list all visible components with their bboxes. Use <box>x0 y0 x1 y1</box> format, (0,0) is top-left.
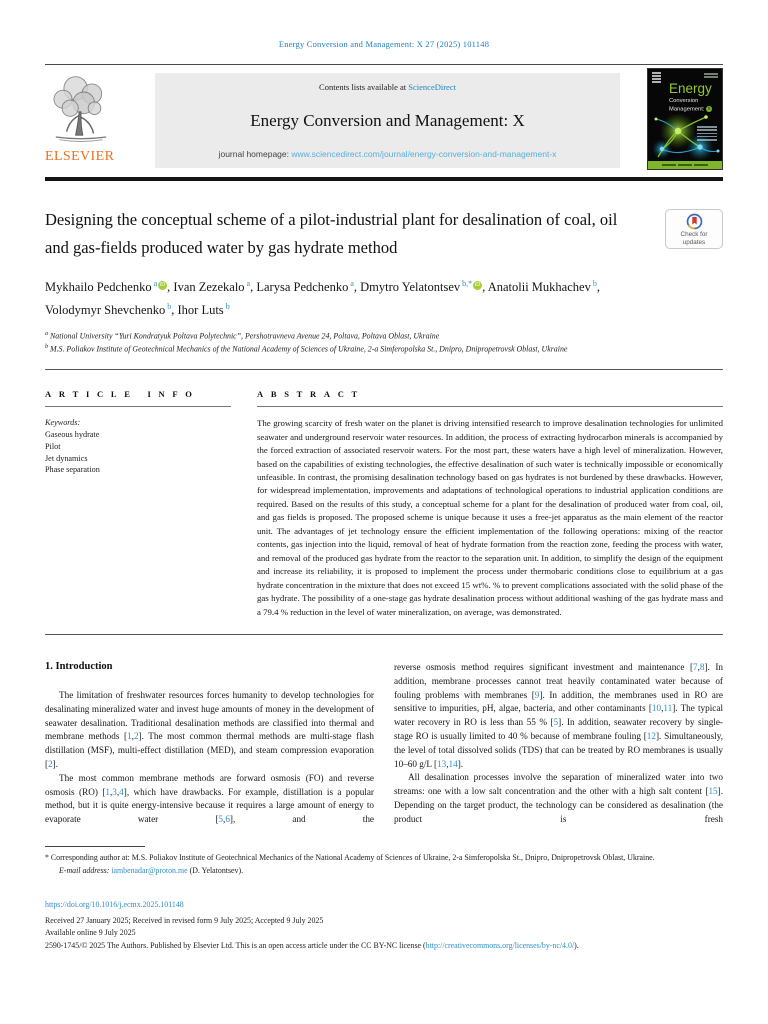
author-separator: , <box>482 280 488 295</box>
author <box>488 280 600 294</box>
homepage-line <box>163 149 612 159</box>
keywords-label: Keywords: <box>45 418 81 428</box>
author-affil-sup: b <box>592 279 597 289</box>
masthead-divider <box>45 177 723 181</box>
citation-link[interactable]: 10 <box>651 703 662 714</box>
citation-link[interactable]: 8 <box>699 661 705 672</box>
crossmark-icon <box>686 213 703 230</box>
citation-link[interactable]: 7 <box>693 661 698 672</box>
cover-publisher-mark <box>652 72 661 83</box>
body-right-column <box>394 661 723 827</box>
author <box>173 280 256 294</box>
author-affil-sup: a <box>246 279 251 289</box>
author-name: Ivan Zezekalo <box>173 280 245 295</box>
sciencedirect-link[interactable]: ScienceDirect <box>408 82 456 92</box>
citation-link[interactable]: 5 <box>553 717 559 728</box>
author-name: Ihor Luts <box>177 302 224 317</box>
affiliation <box>45 343 723 356</box>
footer-block <box>45 899 723 953</box>
author-name: Anatolii Mukhachev <box>487 280 591 295</box>
author-name: Mykhailo Pedchenko <box>45 280 152 295</box>
divider <box>45 406 231 407</box>
citation-link[interactable]: 11 <box>663 703 673 714</box>
citation-link[interactable]: 3 <box>112 786 117 797</box>
masthead <box>45 70 723 171</box>
body-left-column <box>45 661 374 827</box>
author-list <box>45 276 625 321</box>
footnote-divider <box>45 846 145 847</box>
doi-link[interactable]: https://doi.org/10.1016/j.ecmx.2025.101148 <box>45 900 184 909</box>
abstract-heading: A B S T R A C T <box>257 389 361 400</box>
elsevier-tree-icon <box>45 71 117 149</box>
body-paragraph: The most common membrane methods are forward osmosis (FO) and reverse osmosis (RO) [1,3,4], which have drawbacks. For example, distillation is a popular method, but it is quite energy-intensive because it requires a large amount of energy to evaporate water [5,6], and the <box>45 772 374 825</box>
citation-link[interactable]: 9 <box>534 689 540 700</box>
journal-cover-image <box>647 68 723 170</box>
author-separator: , <box>171 302 178 317</box>
author-affil-sup: b <box>225 301 230 311</box>
keyword: Phase separation <box>45 465 100 475</box>
cover-x-badge: X <box>707 105 711 111</box>
citation-link[interactable]: 13 <box>437 758 447 769</box>
orcid-icon[interactable]: iD <box>160 282 166 289</box>
homepage-prefix: journal homepage: <box>218 149 292 159</box>
contents-prefix: Contents lists available at <box>319 82 409 92</box>
abstract-column <box>257 389 723 619</box>
citation-link[interactable]: 5 <box>218 814 224 825</box>
body-paragraph: reverse osmosis method requires significant investment and maintenance [7,8]. In addition, membrane processes cannot treat heavily contaminated water because of fouling problems with membranes [9]. In addition, the membranes used in RO are sensitive to impurities, pH, algae, bacteria, and other contaminants [10,11]. The typical water recovery in RO is less than 55 % [5]. In addition, seawater recovery by single-stage RO is usually limited to 40 % because of membrane fouling [12]. Simultaneously, the level of total dissolved solids (TDS) that can be treated by RO membranes is usually 10–60 g/L [13,14]. <box>394 661 723 769</box>
email-suffix: (D. Yelatontsev). <box>187 865 244 875</box>
author <box>256 280 360 294</box>
cover-bottom-strip <box>648 161 722 169</box>
citation-link[interactable]: 12 <box>646 730 656 741</box>
introduction-heading: 1. Introduction <box>45 660 113 672</box>
cover-issue-info <box>704 73 718 79</box>
article-title: Designing the conceptual scheme of a pilot-industrial plant for desalination of coal, oil and gas-fields produced water by gas hydrate method <box>45 210 618 257</box>
check-badge-line1: Check for <box>680 231 708 238</box>
author-affil-sup: b <box>167 301 172 311</box>
email-link[interactable]: iambenadar@proton.me <box>111 865 188 875</box>
citation-link[interactable]: 1 <box>127 731 132 742</box>
check-badge-line2: updates <box>682 238 706 246</box>
license-link[interactable]: http://creativecommons.org/licenses/by-nc/4.0/ <box>425 940 575 950</box>
email-line <box>45 865 723 877</box>
affiliation-text: National University “Yuri Kondratyuk Poltava Polytechnic”, Pershotravneva Avenue 24, Poltava, Poltava Oblast, Ukraine <box>50 332 440 342</box>
publisher-logo-block <box>45 70 151 165</box>
author-separator: , <box>596 280 600 295</box>
copyright-suffix: ). <box>574 940 579 950</box>
body-paragraph: The limitation of freshwater resources forces humanity to develop technologies for desalinating mineralized water and invest huge amounts of money in the development of seawater desalination. Traditional desalination methods are classified into thermal and membrane methods [1,2]. The most common thermal methods are multi-stage flash distillation (MSF), multi-effect distillation (MED), and steam compression evaporation [2]. <box>45 689 374 769</box>
divider <box>257 406 723 407</box>
divider <box>45 64 723 65</box>
author-name: Larysa Pedchenko <box>256 280 349 295</box>
divider <box>45 369 723 370</box>
author-name: Dmytro Yelatontsev <box>360 280 461 295</box>
email-label: E-mail address: <box>59 865 110 875</box>
elsevier-wordmark: ELSEVIER <box>45 149 115 164</box>
contents-line <box>163 82 612 92</box>
check-badge-label <box>681 231 708 247</box>
author-separator: , <box>250 280 257 295</box>
available-online-line: Available online 9 July 2025 <box>45 928 136 938</box>
introduction-section <box>45 661 723 827</box>
journal-banner <box>155 73 620 168</box>
author <box>45 280 173 294</box>
keyword: Gaseous hydrate <box>45 430 100 440</box>
check-for-updates-button[interactable] <box>665 209 723 249</box>
journal-title: Energy Conversion and Management: X <box>250 110 525 130</box>
running-head: Energy Conversion and Management: X 27 (2025) 101148 <box>278 39 490 49</box>
author-separator: , <box>353 280 361 295</box>
keyword: Jet dynamics <box>45 453 88 463</box>
citation-link[interactable]: 2 <box>133 731 139 742</box>
affiliations <box>45 330 723 356</box>
keyword: Pilot <box>45 442 61 452</box>
citation-link[interactable]: 15 <box>708 786 718 797</box>
article-info-column <box>45 389 231 619</box>
journal-homepage-link[interactable]: www.sciencedirect.com/journal/energy-conversion-and-management-x <box>291 149 557 159</box>
copyright-line <box>45 940 723 953</box>
citation-link[interactable]: 6 <box>225 814 230 825</box>
cover-subtitle-line2: Management: <box>669 106 705 113</box>
affiliation-sup: b <box>45 344 48 351</box>
citation-link[interactable]: 14 <box>448 758 458 769</box>
citation-link[interactable]: 2 <box>48 758 53 769</box>
author <box>178 303 230 317</box>
author-separator: , <box>167 280 174 295</box>
author-affil-sup: a <box>350 279 354 289</box>
affiliation-text: M.S. Poliakov Institute of Geotechnical Mechanics of the National Academy of Sciences of Ukraine, 2-a Simferopolska St., Dnipro, Dnipropetrovsk Oblast, Ukraine <box>50 344 568 354</box>
article-info-heading: A R T I C L E I N F O <box>45 389 195 400</box>
divider <box>45 634 723 635</box>
title-row <box>45 206 723 261</box>
cover-editor-names <box>697 126 717 142</box>
info-abstract-section <box>45 389 723 619</box>
corresponding-author-note: * Corresponding author at: M.S. Poliakov Institute of Geotechnical Mechanics of the National Academy of Sciences of Ukraine, 2-a Simferopolska St., Dnipro, Dnipropetrovsk Oblast, Ukraine. <box>45 853 655 862</box>
abstract-text: The growing scarcity of fresh water on the planet is driving intensified research to improve desalination technologies for unlimited seawater and underground reservoir water resources. In addition, the process of extracting hydrocarbon minerals is accompanied by the forced extraction of associated reservoir waters. For the most part, these waters have a high level of mineralization. However, based on the capabilities of existing technologies, the effective desalination of such water is technically impossible or economically unfeasible. In contrast, the promising desalination technology based on gas hydrates is not burdened by these drawbacks. However, for widespread implementation, improvements and adaptations of technological operations to industrial application conditions are required. Based on the results of this study, a conceptual scheme for a plant for the desalination of produced water from coal, oil, and gas fields is proposed. The proposed scheme is unique because it uses a free-jet apparatus as the main element of the reactor unit. The advantages of jet technology ensure the efficient implementation of the following operations: mixing of the reactor contents, gas injection into the liquid, removal of heat of hydrate formation from the reaction zone, feeding the process with water, and removal of the produced gas hydrate from the reactor to the separation unit. In addition, to simplify the design of the equipment and increase its reliability, it is proposed to implement the process under thermobaric conditions close to equilibrium at a gas hydrate concentration in the mixture that does not exceed 15 wt%. % to prevent complications associated with the solid phase of the gas hydrate. The possibility of a one-stage gas hydrate desalination process without additional washing of the gas hydrate mass and a 79.4 % reduction in the level of water mineralization, on average, was demonstrated. <box>257 418 723 617</box>
affiliation-sup: a <box>45 331 48 338</box>
author <box>45 303 178 317</box>
author-affil-sup: b,* <box>462 279 473 289</box>
affiliation <box>45 330 723 343</box>
cover-subtitle-line1: Conversion <box>669 98 699 104</box>
journal-cover-block <box>647 68 723 170</box>
citation-link[interactable]: 1 <box>105 786 110 797</box>
footnote-block <box>45 846 723 877</box>
doi-line <box>45 899 723 912</box>
cover-title: Energy <box>669 81 712 96</box>
author-name: Volodymyr Shevchenko <box>45 302 166 317</box>
author <box>360 280 488 294</box>
author-affil-sup: a <box>153 279 158 289</box>
copyright-text: 2590-1745/© 2025 The Authors. Published by Elsevier Ltd. This is an open access article under the CC BY-NC license ( <box>45 940 426 950</box>
body-paragraph: All desalination processes involve the separation of mineralized water into two streams: one with a low salt concentration and the other with a high salt content [15]. Depending on the target product, the technology can be considered as desalination (the product is fresh <box>394 772 723 824</box>
orcid-icon[interactable]: iD <box>475 282 481 289</box>
citation-link[interactable]: 4 <box>119 786 124 797</box>
received-line: Received 27 January 2025; Received in revised form 9 July 2025; Accepted 9 July 2025 <box>45 915 324 925</box>
